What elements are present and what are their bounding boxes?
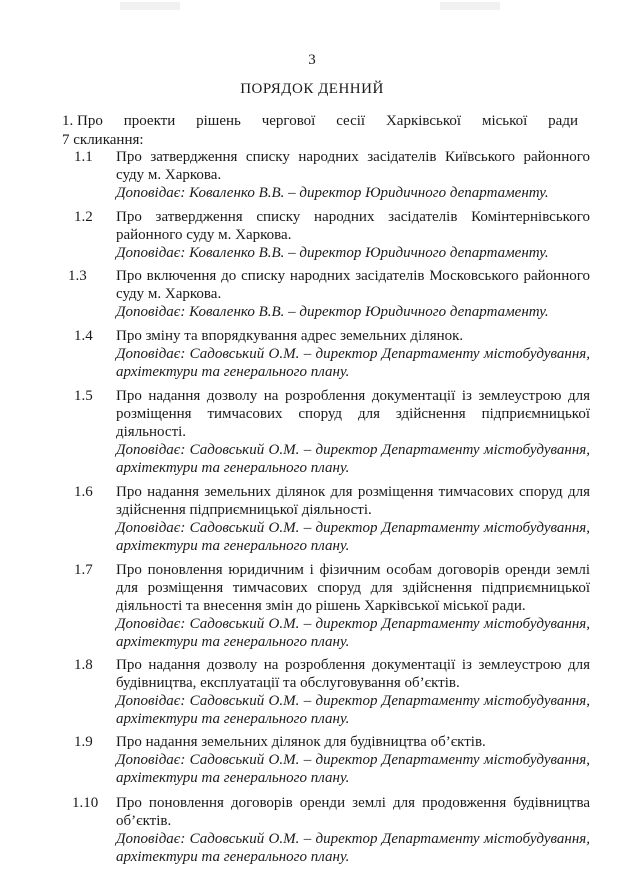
item-reporter: Доповідає: Садовський О.М. – директор Департаменту містобудування, архітектури та генерального плану.: [116, 442, 590, 476]
item-body: [116, 483, 590, 555]
bleed-through-mark: [120, 2, 180, 10]
item-body: [116, 733, 590, 787]
item-reporter: Доповідає: Коваленко В.В. – директор Юридичного департаменту.: [116, 185, 549, 201]
item-body: [116, 561, 590, 651]
item-body: [116, 656, 590, 728]
item-reporter: Доповідає: Садовський О.М. – директор Департаменту містобудування, архітектури та генерального плану.: [116, 616, 590, 650]
item-text: Про включення до списку народних засідателів Московського районного суду м. Харкова.: [116, 268, 590, 302]
item-number: 1.10: [72, 795, 99, 811]
item-reporter: Доповідає: Садовський О.М. – директор Департаменту містобудування, архітектури та генерального плану.: [116, 831, 590, 865]
page-title: ПОРЯДОК ДЕННИЙ: [240, 81, 384, 97]
item-text: Про затвердження списку народних засідателів Київського районного суду м. Харкова.: [116, 149, 590, 183]
item-number: 1.9: [74, 734, 93, 750]
item-number: 1.8: [74, 657, 93, 673]
item-body: [116, 387, 590, 477]
intro-word: рішень: [196, 113, 241, 129]
item-text: Про надання земельних ділянок для будівництва об’єктів.: [116, 734, 486, 750]
intro-word: 1. Про: [62, 113, 103, 129]
item-text: Про надання дозволу на розроблення документації із землеустрою для розміщення тимчасових споруд для здійснення підприємницької діяльності.: [116, 388, 590, 440]
item-reporter: Доповідає: Садовський О.М. – директор Департаменту містобудування, архітектури та генерального плану.: [116, 346, 590, 380]
item-text: Про зміну та впорядкування адрес земельних ділянок.: [116, 328, 464, 344]
item-text: Про затвердження списку народних засідателів Комінтернівського районного суду м. Харкова.: [116, 209, 590, 243]
item-text: Про надання дозволу на розроблення документації із землеустрою для будівництва, експлуатації та обслуговування об’єктів.: [116, 657, 590, 691]
intro-line-1: [62, 112, 578, 131]
item-body: [116, 327, 590, 381]
intro-word: чергової: [261, 113, 316, 129]
item-number: 1.7: [74, 562, 93, 578]
item-body: [116, 267, 590, 321]
page-number: 3: [308, 52, 316, 68]
intro-word: ради: [548, 113, 578, 129]
intro-word: проекти: [123, 113, 176, 129]
item-reporter: Доповідає: Садовський О.М. – директор Департаменту містобудування, архітектури та генерального плану.: [116, 520, 590, 554]
item-text: Про надання земельних ділянок для розміщення тимчасових споруд для здійснення підприємницької діяльності.: [116, 484, 590, 518]
bleed-through-mark: [440, 2, 500, 10]
item-body: [116, 794, 590, 866]
agenda-intro: [62, 112, 578, 150]
item-text: Про поновлення договорів оренди землі для продовження будівництва об’єктів.: [116, 795, 590, 829]
item-reporter: Доповідає: Коваленко В.В. – директор Юридичного департаменту.: [116, 304, 549, 320]
item-number: 1.2: [74, 209, 93, 225]
item-reporter: Доповідає: Садовський О.М. – директор Департаменту містобудування, архітектури та генерального плану.: [116, 693, 590, 727]
item-number: 1.5: [74, 388, 93, 404]
item-number: 1.6: [74, 484, 93, 500]
item-reporter: Доповідає: Садовський О.М. – директор Департаменту містобудування, архітектури та генерального плану.: [116, 752, 590, 786]
item-number: 1.4: [74, 328, 93, 344]
item-text: Про поновлення юридичним і фізичним особам договорів оренди землі для розміщення тимчасових споруд для здійснення підприємницької діяльності та внесення змін до рішень Харківської міської ради.: [116, 562, 590, 614]
intro-line-2: 7 скликання:: [62, 132, 144, 148]
item-body: [116, 208, 590, 262]
item-number: 1.3: [68, 268, 87, 284]
intro-word: сесії: [336, 113, 366, 129]
item-number: 1.1: [74, 149, 93, 165]
intro-word: міської: [481, 113, 528, 129]
item-body: [116, 148, 590, 202]
item-reporter: Доповідає: Коваленко В.В. – директор Юридичного департаменту.: [116, 245, 549, 261]
intro-word: Харківської: [385, 113, 462, 129]
